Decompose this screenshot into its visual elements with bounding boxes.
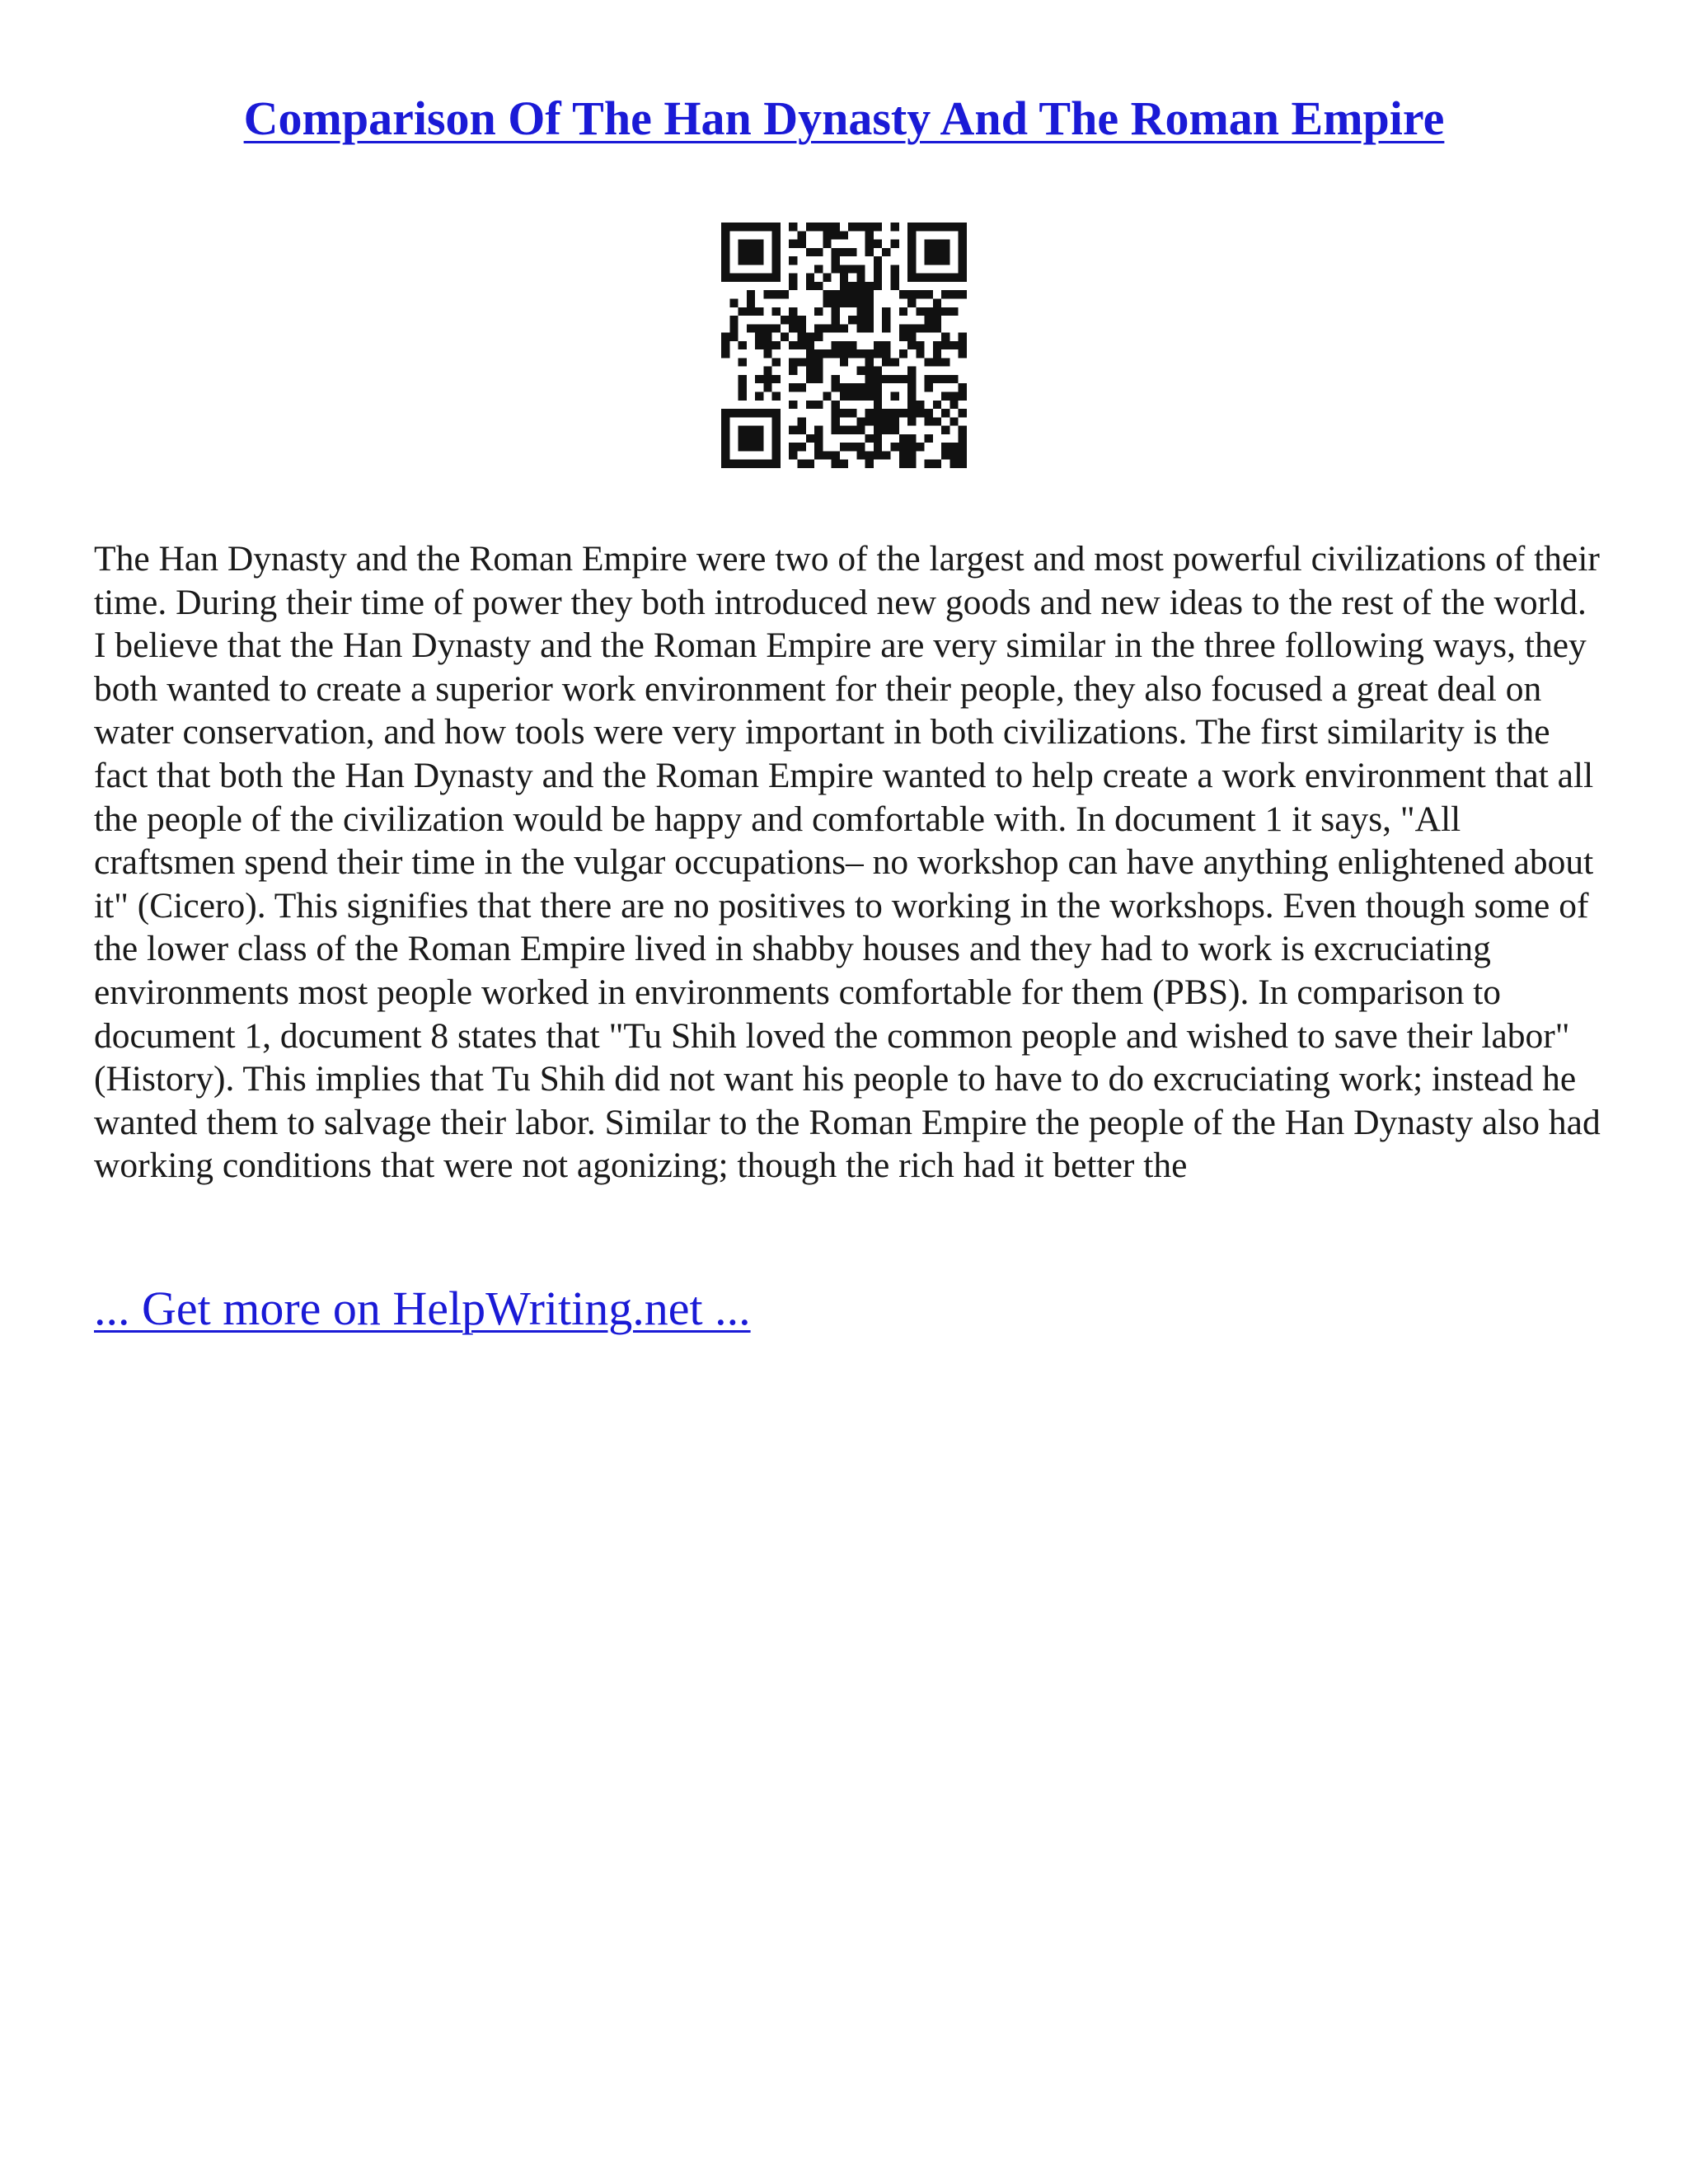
essay-body-text: The Han Dynasty and the Roman Empire were two of the largest and most powerful civilizations of their time. During their time of power they both introduced new goods and new ideas to the rest of the world. I believe that the Han Dynasty and the Roman Empire are very similar in the three following ways, they both wanted to create a superior work environment for their people, they also focused a great deal on water conservation, and how tools were very important in both civilizations. The first similarity is the fact that both the Han Dynasty and the Roman Empire wanted to help create a work environment that all the people of the civilization would be happy and comfortable with. In document 1 it says, "All craftsmen spend their time in the vulgar occupations– no workshop can have anything enlightened about it" (Cicero). This signifies that there are no positives to working in the workshops. Even though some of the lower class of the Roman Empire lived in shabby houses and they had to work is excruciating environments most people worked in environments comfortable for them (PBS). In comparison to document 1, document 8 states that "Tu Shih loved the common people and wished to save their labor" (History). This implies that Tu Shih did not want his people to have to do excruciating work; instead he wanted them to salvage their labor. Similar to the Roman Empire the people of the Han Dynasty also had working conditions that were not agonizing; though the rich had it better the: [94, 539, 1601, 1186]
title-container: [0, 89, 1688, 148]
qr-code-icon: [721, 223, 967, 468]
page-title-link[interactable]: Comparison Of The Han Dynasty And The Roman Empire: [243, 91, 1445, 145]
get-more-link[interactable]: ... Get more on HelpWriting.net ...: [94, 1282, 751, 1335]
